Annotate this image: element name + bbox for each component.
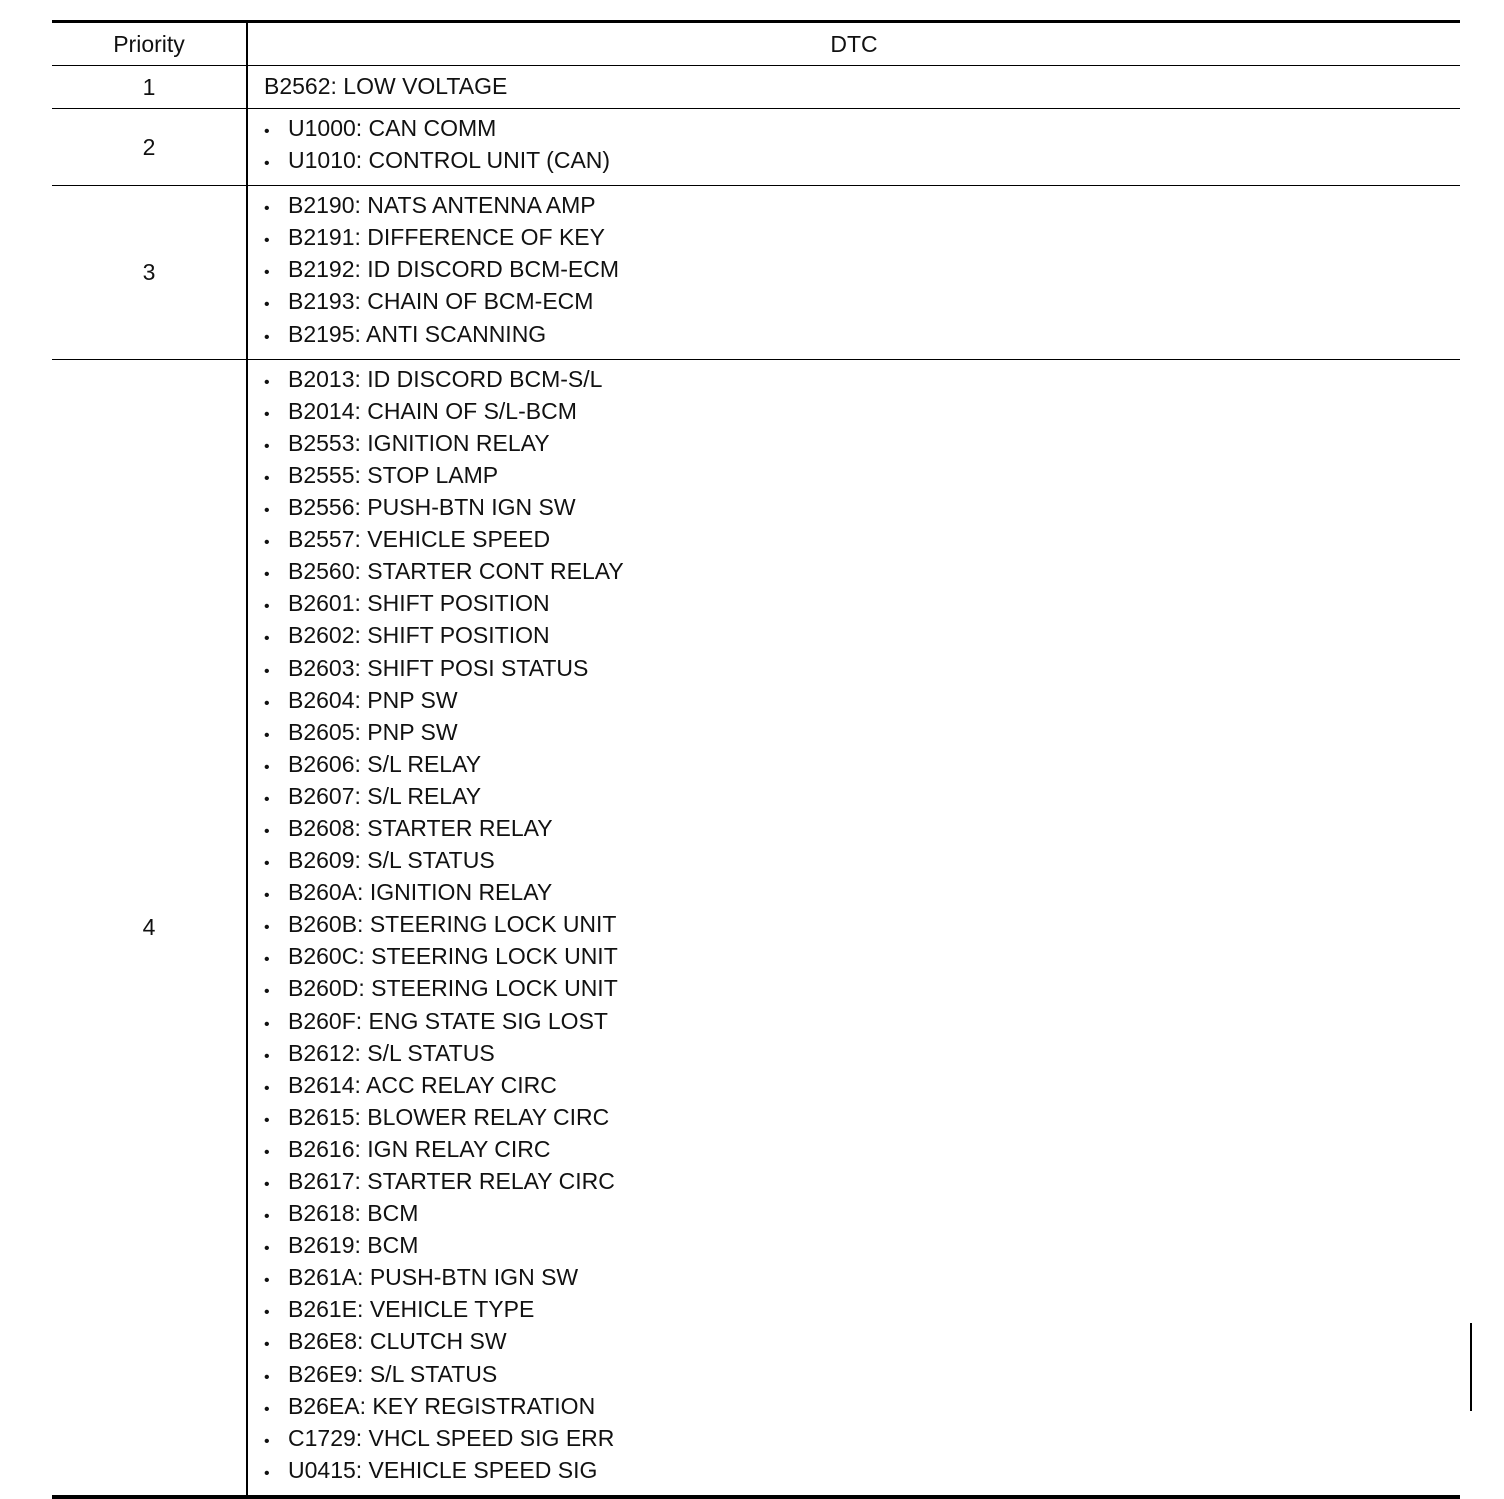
- bullet-icon: •: [264, 328, 270, 346]
- dtc-code-text: C1729: VHCL SPEED SIG ERR: [288, 1424, 615, 1451]
- dtc-item: [264, 1327, 1460, 1359]
- dtc-column-header: DTC: [247, 22, 1460, 66]
- priority-cell: 3: [52, 186, 247, 359]
- bullet-icon: •: [264, 502, 270, 520]
- dtc-code-text: B2560: STARTER CONT RELAY: [288, 558, 624, 585]
- dtc-cell: [247, 359, 1460, 1497]
- table-row: [52, 109, 1460, 186]
- dtc-item: [264, 750, 1460, 782]
- bullet-icon: •: [264, 1336, 270, 1354]
- table-row: [52, 186, 1460, 359]
- table-row: [52, 359, 1460, 1497]
- dtc-code-text: B260A: IGNITION RELAY: [288, 879, 553, 906]
- dtc-code-text: B2192: ID DISCORD BCM-ECM: [288, 256, 620, 283]
- bullet-icon: •: [264, 373, 270, 391]
- dtc-item: [264, 910, 1460, 942]
- dtc-code-text: B2601: SHIFT POSITION: [288, 590, 550, 617]
- dtc-item: [264, 1039, 1460, 1071]
- dtc-item: [264, 557, 1460, 589]
- bullet-icon: •: [264, 694, 270, 712]
- bullet-icon: •: [264, 662, 270, 680]
- bullet-icon: •: [264, 264, 270, 282]
- dtc-item: B2562: LOW VOLTAGE: [264, 72, 508, 99]
- dtc-cell: [247, 109, 1460, 186]
- bullet-icon: •: [264, 1400, 270, 1418]
- bullet-icon: •: [264, 983, 270, 1001]
- bullet-icon: •: [264, 1079, 270, 1097]
- dtc-code-text: B2602: SHIFT POSITION: [288, 622, 550, 649]
- priority-cell: 4: [52, 359, 247, 1497]
- dtc-code-text: B2609: S/L STATUS: [288, 847, 495, 874]
- bullet-icon: •: [264, 566, 270, 584]
- dtc-code-text: B2607: S/L RELAY: [288, 782, 482, 809]
- bullet-icon: •: [264, 951, 270, 969]
- dtc-item: [264, 686, 1460, 718]
- dtc-item: [264, 942, 1460, 974]
- dtc-item: [264, 974, 1460, 1006]
- dtc-item: [264, 1392, 1460, 1424]
- bullet-icon: •: [264, 1464, 270, 1482]
- dtc-item: [264, 718, 1460, 750]
- dtc-code-text: B2612: S/L STATUS: [288, 1039, 495, 1066]
- bullet-icon: •: [264, 598, 270, 616]
- dtc-item: [264, 114, 1460, 146]
- dtc-code-text: U0415: VEHICLE SPEED SIG: [288, 1456, 598, 1483]
- dtc-item: [264, 493, 1460, 525]
- bullet-icon: •: [264, 919, 270, 937]
- dtc-code-text: B2608: STARTER RELAY: [288, 814, 553, 841]
- dtc-item: [264, 846, 1460, 878]
- revision-bar: [1470, 1323, 1472, 1411]
- dtc-item: [264, 461, 1460, 493]
- dtc-code-text: B2556: PUSH-BTN IGN SW: [288, 494, 576, 521]
- dtc-item: [264, 1456, 1460, 1488]
- dtc-code-text: B2195: ANTI SCANNING: [288, 320, 547, 347]
- dtc-item: [264, 255, 1460, 287]
- dtc-item: [264, 621, 1460, 653]
- bullet-icon: •: [264, 200, 270, 218]
- dtc-item: [264, 878, 1460, 910]
- bullet-icon: •: [264, 1368, 270, 1386]
- dtc-code-text: B2606: S/L RELAY: [288, 750, 482, 777]
- dtc-code-text: B2617: STARTER RELAY CIRC: [288, 1168, 615, 1194]
- dtc-code-text: B2014: CHAIN OF S/L-BCM: [288, 397, 577, 424]
- dtc-code-text: B2191: DIFFERENCE OF KEY: [288, 224, 605, 251]
- priority-cell: 2: [52, 109, 247, 186]
- bullet-icon: •: [264, 758, 270, 776]
- dtc-list: [264, 114, 1460, 178]
- dtc-item: [264, 320, 1460, 352]
- bullet-icon: •: [264, 437, 270, 455]
- dtc-code-text: U1010: CONTROL UNIT (CAN): [288, 147, 611, 174]
- dtc-item: [264, 429, 1460, 461]
- bullet-icon: •: [264, 1432, 270, 1450]
- bullet-icon: •: [264, 1015, 270, 1033]
- dtc-item: [264, 1103, 1460, 1135]
- dtc-code-text: B2618: BCM: [288, 1200, 419, 1227]
- bullet-icon: •: [264, 232, 270, 250]
- priority-cell: 1: [52, 66, 247, 109]
- dtc-item: [264, 814, 1460, 846]
- dtc-item: [264, 1295, 1460, 1327]
- bullet-icon: •: [264, 1272, 270, 1290]
- dtc-code-text: B260D: STEERING LOCK UNIT: [288, 975, 618, 1002]
- dtc-cell: [247, 66, 1460, 109]
- dtc-item: [264, 1071, 1460, 1103]
- dtc-item: [264, 1263, 1460, 1295]
- dtc-code-text: B2555: STOP LAMP: [288, 461, 499, 488]
- dtc-code-text: B2603: SHIFT POSI STATUS: [288, 654, 589, 681]
- bullet-icon: •: [264, 726, 270, 744]
- header-row: [52, 22, 1460, 66]
- dtc-code-text: B26EA: KEY REGISTRATION: [288, 1392, 596, 1419]
- dtc-item: [264, 525, 1460, 557]
- dtc-code-text: B2193: CHAIN OF BCM-ECM: [288, 288, 594, 315]
- bullet-icon: •: [264, 1208, 270, 1226]
- dtc-item: [264, 782, 1460, 814]
- dtc-code-text: B260F: ENG STATE SIG LOST: [288, 1007, 608, 1034]
- bullet-icon: •: [264, 123, 270, 140]
- dtc-cell: [247, 186, 1460, 359]
- bullet-icon: •: [264, 1047, 270, 1065]
- dtc-priority-table: [52, 20, 1460, 1499]
- bullet-icon: •: [264, 822, 270, 840]
- dtc-code-text: B2614: ACC RELAY CIRC: [288, 1071, 557, 1098]
- bullet-icon: •: [264, 405, 270, 423]
- bullet-icon: •: [264, 855, 270, 873]
- dtc-item: [264, 365, 1460, 397]
- bullet-icon: •: [264, 1304, 270, 1322]
- table-row: [52, 66, 1460, 109]
- dtc-code-text: B2604: PNP SW: [288, 686, 458, 713]
- dtc-item: [264, 223, 1460, 255]
- dtc-item: [264, 146, 1460, 178]
- bullet-icon: •: [264, 1111, 270, 1129]
- bullet-icon: •: [264, 155, 270, 173]
- dtc-item: [264, 654, 1460, 686]
- dtc-list: [264, 365, 1460, 1488]
- bullet-icon: •: [264, 1240, 270, 1258]
- dtc-item: [264, 287, 1460, 319]
- bullet-icon: •: [264, 469, 270, 487]
- bullet-icon: •: [264, 296, 270, 314]
- dtc-code-text: B2013: ID DISCORD BCM-S/L: [288, 365, 603, 392]
- dtc-code-text: B260B: STEERING LOCK UNIT: [288, 911, 617, 938]
- dtc-item: [264, 1135, 1460, 1167]
- dtc-code-text: B2190: NATS ANTENNA AMP: [288, 192, 596, 219]
- dtc-code-text: B26E9: S/L STATUS: [288, 1360, 498, 1387]
- priority-column-header: Priority: [52, 22, 247, 66]
- dtc-code-text: B261A: PUSH-BTN IGN SW: [288, 1264, 579, 1291]
- dtc-code-text: B26E8: CLUTCH SW: [288, 1328, 507, 1355]
- dtc-item: [264, 1007, 1460, 1039]
- dtc-code-text: B2616: IGN RELAY CIRC: [288, 1135, 551, 1162]
- dtc-list: [264, 191, 1460, 351]
- bullet-icon: •: [264, 887, 270, 905]
- dtc-code-text: B261E: VEHICLE TYPE: [288, 1296, 535, 1323]
- dtc-item: [264, 191, 1460, 223]
- dtc-code-text: U1000: CAN COMM: [288, 115, 497, 141]
- bullet-icon: •: [264, 534, 270, 552]
- dtc-item: [264, 1199, 1460, 1231]
- dtc-item: [264, 1167, 1460, 1199]
- bullet-icon: •: [264, 1143, 270, 1161]
- dtc-code-text: B260C: STEERING LOCK UNIT: [288, 943, 618, 970]
- bullet-icon: •: [264, 1176, 270, 1193]
- dtc-code-text: B2619: BCM: [288, 1232, 419, 1259]
- dtc-code-text: B2553: IGNITION RELAY: [288, 429, 550, 456]
- dtc-code-text: B2557: VEHICLE SPEED: [288, 526, 551, 553]
- dtc-item: [264, 397, 1460, 429]
- bullet-icon: •: [264, 790, 270, 808]
- dtc-item: [264, 1360, 1460, 1392]
- dtc-item: [264, 1424, 1460, 1456]
- bullet-icon: •: [264, 630, 270, 648]
- dtc-item: [264, 1231, 1460, 1263]
- dtc-code-text: B2615: BLOWER RELAY CIRC: [288, 1103, 610, 1130]
- dtc-code-text: B2605: PNP SW: [288, 718, 458, 745]
- dtc-item: [264, 589, 1460, 621]
